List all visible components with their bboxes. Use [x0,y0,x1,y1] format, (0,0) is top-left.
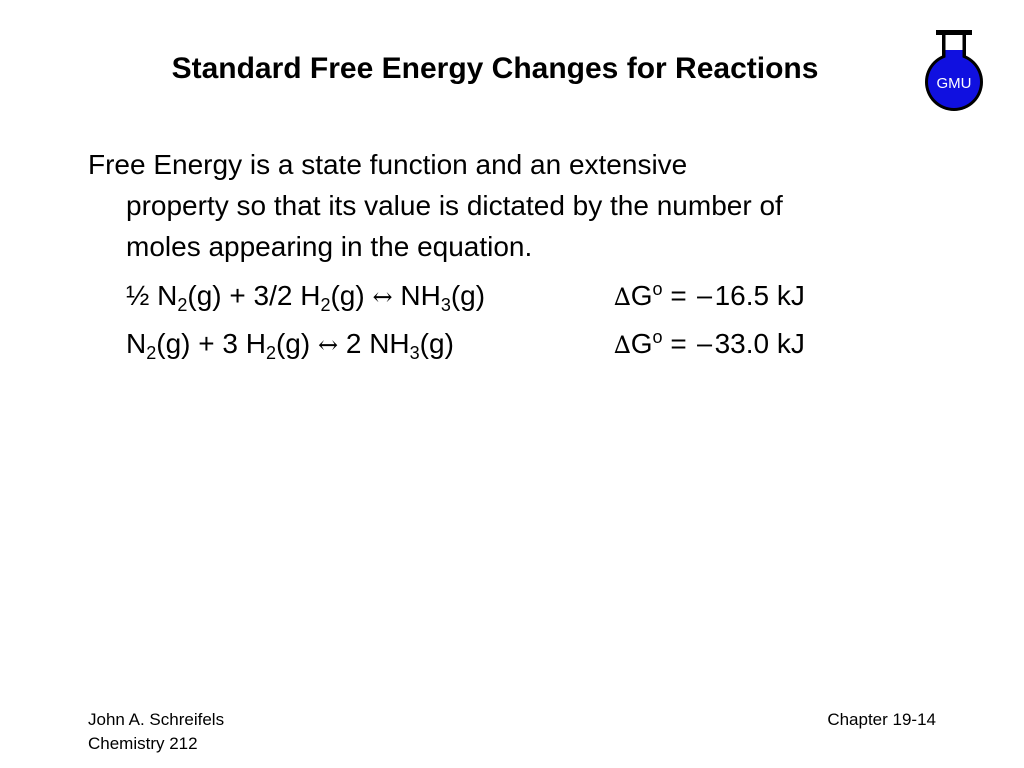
footer-author: John A. Schreifels [88,710,225,729]
gmu-flask-logo [922,28,994,112]
reaction-text: 2 NH [338,328,410,359]
subscript: 3 [409,343,420,363]
flask-icon [922,28,994,112]
subscript: 2 [146,343,157,363]
standard-state-mark: o [652,279,663,299]
subscript: 2 [265,343,276,363]
delta-g-value: 33.0 kJ [714,328,805,359]
reaction-text: (g) [450,280,486,311]
logo-text: GMU [936,75,972,92]
paragraph-line-2: property so that its value is dictated by the number of [126,190,783,221]
equation-1-delta-g [614,278,805,315]
footer-chapter: Chapter 19-14 [827,710,936,729]
standard-state-mark: o [652,327,663,347]
minus-sign: − [694,283,715,311]
delta-g-value: 16.5 kJ [714,280,805,311]
delta-symbol: ∆ [614,283,631,311]
paragraph-line-3: moles appearing in the equation. [126,231,533,262]
equals-sign: = [662,280,695,311]
equals-sign: = [662,328,695,359]
reaction-text: (g) + 3/2 H [187,280,321,311]
footer-course: Chemistry 212 [88,734,198,753]
subscript: 2 [177,295,188,315]
delta-symbol: ∆ [614,331,631,359]
equilibrium-arrow-icon: ↔ [372,283,393,311]
paragraph-line-1: Free Energy is a state function and an extensive [88,149,688,180]
body-paragraph [88,144,958,267]
reaction-text: (g) + 3 H [156,328,266,359]
minus-sign: − [694,331,715,359]
subscript: 3 [440,295,451,315]
g-symbol: G [630,280,653,311]
equation-2-delta-g [614,326,805,363]
slide-title: Standard Free Energy Changes for Reactions [171,52,819,85]
equation-1-reaction [126,278,485,315]
equilibrium-arrow-icon: ↔ [317,331,339,359]
reaction-text: (g) [275,328,318,359]
nitrogen-symbol: N [126,328,147,359]
reaction-text: (g) [419,328,454,359]
equation-2-reaction [126,326,454,363]
subscript: 2 [320,295,331,315]
reaction-text: (g) [330,280,373,311]
g-symbol: G [630,328,653,359]
half-fraction: ½ [126,280,150,311]
nitrogen-symbol: N [157,280,178,311]
footer-left [88,708,224,756]
reaction-text: NH [392,280,441,311]
